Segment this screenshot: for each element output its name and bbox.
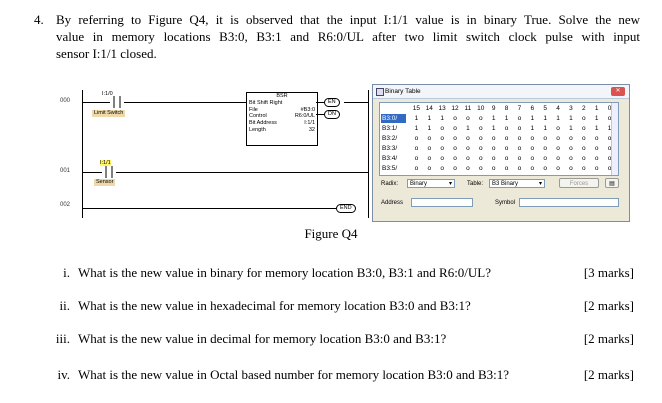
table-row[interactable] (380, 154, 610, 163)
address-label: Address (381, 200, 404, 206)
bit-cell[interactable]: o (504, 135, 509, 142)
bit-cell[interactable]: 1 (414, 125, 419, 132)
column-header: 9 (491, 105, 496, 112)
bit-cell[interactable]: o (517, 165, 522, 172)
bit-cell[interactable]: 1 (414, 115, 419, 122)
column-header: 13 (438, 105, 446, 112)
bit-cell[interactable]: o (530, 145, 535, 152)
bit-cell[interactable]: o (569, 145, 573, 152)
bsr-length-label: Length (249, 126, 266, 133)
column-header: 0 (607, 105, 612, 112)
bit-cell[interactable]: o (530, 165, 535, 172)
row-address: B3:2/ (382, 135, 398, 142)
bit-cell[interactable]: o (478, 165, 483, 172)
rung-wire (124, 102, 246, 103)
bit-cell[interactable]: o (491, 165, 496, 172)
question-line: sensor I:1/1 closed. (56, 46, 157, 61)
radix-value: Binary (410, 181, 428, 187)
xic-contact-icon (102, 166, 116, 178)
bsr-length-value: 32 (308, 126, 315, 133)
sub-question-marks: [2 marks] (583, 331, 634, 346)
bit-cell[interactable]: o (581, 155, 586, 162)
sub-question-number: iv. (57, 367, 70, 382)
dn-output: DN (324, 110, 340, 119)
bsr-control-value: R6:0/UL (294, 113, 315, 120)
bit-cell[interactable]: 1 (530, 115, 535, 122)
bsr-control-label: Control (249, 113, 267, 120)
table-row[interactable] (380, 134, 610, 143)
bit-cell[interactable]: 1 (543, 115, 547, 122)
bit-cell[interactable]: o (453, 125, 457, 132)
bit-cell[interactable]: o (491, 145, 496, 152)
scrollbar[interactable] (611, 103, 618, 175)
table-row[interactable] (380, 164, 610, 173)
bit-cell[interactable]: o (517, 135, 522, 142)
bit-cell[interactable]: o (556, 125, 560, 132)
row-address: B3:5/ (382, 165, 398, 172)
rung-wire (316, 114, 324, 115)
bit-cell[interactable]: o (607, 145, 612, 152)
bit-cell[interactable]: o (491, 155, 496, 162)
column-header: 8 (504, 105, 509, 112)
bit-cell[interactable]: o (569, 155, 573, 162)
radix-label: Radix: (381, 181, 399, 187)
rung-wire (344, 102, 368, 103)
bit-cell[interactable]: o (427, 155, 432, 162)
column-header: 10 (477, 105, 485, 112)
sub-question-marks: [2 marks] (583, 367, 634, 382)
rung-wire (316, 102, 324, 103)
sub-question-text: What is the new value in Octal based number for memory location B3:0 and B3:1? (78, 367, 510, 382)
contact-label: Limit Switch (94, 110, 124, 116)
sub-question-marks: [3 marks] (583, 265, 634, 280)
table-select[interactable] (489, 179, 545, 188)
bit-cell[interactable]: o (530, 155, 535, 162)
bit-cell[interactable]: o (607, 115, 612, 122)
bit-cell[interactable]: 1 (427, 125, 432, 132)
column-header: 6 (530, 105, 535, 112)
bit-cell[interactable]: o (581, 165, 586, 172)
bsr-subtitle: Bit Shift Right (249, 99, 283, 106)
rung-number: 000 (60, 98, 71, 104)
bit-cell[interactable]: o (530, 135, 535, 142)
bit-cell[interactable]: 1 (594, 125, 599, 132)
bit-cell[interactable]: o (414, 165, 419, 172)
table-row[interactable] (380, 144, 610, 153)
sub-question-text: What is the new value in decimal for memory location B3:0 and B3:1? (78, 331, 447, 346)
radix-select[interactable] (407, 179, 455, 188)
bit-cell[interactable]: 1 (491, 125, 496, 132)
bit-cell[interactable]: o (607, 135, 612, 142)
column-header-row (380, 104, 610, 113)
bit-cell[interactable]: o (543, 155, 547, 162)
bit-cell[interactable]: 1 (504, 115, 509, 122)
bit-cell[interactable]: o (440, 125, 444, 132)
bit-cell[interactable]: o (478, 155, 483, 162)
bit-cell[interactable]: o (414, 155, 419, 162)
bit-cell[interactable]: o (517, 145, 522, 152)
bit-cell[interactable]: o (427, 145, 432, 152)
bit-cell[interactable]: o (581, 135, 586, 142)
bsr-file-label: File (249, 106, 258, 113)
column-header: 1 (594, 105, 599, 112)
rung-wire (82, 172, 368, 173)
contact-address: I:1/1 (100, 160, 111, 166)
bit-cell[interactable]: o (556, 135, 560, 142)
print-button[interactable] (605, 178, 619, 188)
bit-cell[interactable]: o (427, 165, 432, 172)
rung-wire (82, 208, 336, 209)
sub-question-number: ii. (59, 298, 70, 313)
bsr-file-value: #B3:0 (300, 106, 315, 113)
row-address: B3:0/ (381, 114, 406, 123)
rung-wire (82, 102, 110, 103)
question-line: value in memory locations B3:0, B3:1 and R6:0/UL after two limit switch clock pulse with input (56, 29, 640, 44)
question-line: By referring to Figure Q4, it is observed that the input I:1/1 value is in binary True. Solve the new (56, 12, 640, 27)
question-number: 4. (34, 12, 44, 27)
table-label: Table: (467, 181, 484, 187)
bit-cell[interactable]: o (581, 125, 586, 132)
bsr-bitaddr-label: Bit Address (249, 120, 277, 127)
bit-cell[interactable]: o (556, 165, 560, 172)
bit-cell[interactable]: o (504, 165, 509, 172)
bit-cell[interactable]: 1 (594, 115, 599, 122)
bit-cell[interactable]: o (491, 135, 496, 142)
binary-table-window[interactable] (372, 84, 630, 222)
row-address: B3:4/ (382, 155, 398, 162)
en-output: EN (324, 98, 340, 107)
contact-address: I:1/0 (102, 91, 113, 97)
bit-cell[interactable]: o (594, 155, 599, 162)
binary-grid[interactable] (379, 102, 619, 176)
bit-cell[interactable]: o (414, 135, 419, 142)
bit-cell[interactable]: o (607, 155, 612, 162)
bit-cell[interactable]: o (440, 145, 444, 152)
bsr-title: BSR (276, 93, 288, 99)
sub-question-number: i. (63, 265, 70, 280)
bit-cell[interactable]: 1 (466, 125, 470, 132)
bit-cell[interactable]: 1 (543, 125, 547, 132)
sub-question-number: iii. (55, 331, 70, 346)
row-address: B3:3/ (382, 145, 398, 152)
end-output: END (336, 204, 356, 213)
bit-cell[interactable]: o (440, 165, 444, 172)
address-input[interactable] (411, 198, 473, 207)
column-header: 11 (464, 105, 472, 112)
symbol-label: Symbol (495, 200, 516, 206)
column-header: 14 (425, 105, 433, 112)
bit-cell[interactable]: o (466, 145, 470, 152)
bit-cell[interactable]: 1 (530, 125, 535, 132)
bit-cell[interactable]: o (543, 135, 547, 142)
column-header: 4 (556, 105, 560, 112)
bit-cell[interactable]: o (478, 135, 483, 142)
bit-cell[interactable]: o (453, 155, 457, 162)
bit-cell[interactable]: 1 (607, 125, 612, 132)
bit-cell[interactable]: o (466, 155, 470, 162)
rung-number: 002 (60, 202, 71, 208)
ladder-diagram (56, 84, 372, 224)
printer-icon: ▤ (609, 181, 615, 187)
question-text (56, 11, 640, 62)
chevron-down-icon: ▾ (538, 181, 542, 187)
bsr-bitaddr-value: I:1/1 (304, 120, 315, 127)
bit-cell[interactable]: o (427, 135, 432, 142)
figure-caption: Figure Q4 (304, 226, 358, 241)
bit-cell[interactable]: o (440, 135, 444, 142)
table-value: B3 Binary (492, 181, 519, 187)
bsr-instruction-block (246, 92, 318, 146)
symbol-input[interactable] (519, 198, 619, 207)
contact-label: Sensor (96, 179, 114, 185)
bit-cell[interactable]: o (504, 145, 509, 152)
close-button[interactable]: ✕ (611, 87, 625, 96)
bit-cell[interactable]: o (466, 135, 470, 142)
bit-cell[interactable]: o (543, 145, 547, 152)
bit-cell[interactable]: o (440, 155, 444, 162)
bit-cell[interactable]: o (517, 115, 522, 122)
column-header: 5 (543, 105, 547, 112)
bit-cell[interactable]: o (466, 165, 470, 172)
bit-cell[interactable]: o (569, 165, 573, 172)
sub-question-text: What is the new value in binary for memory location B3:0, B3:1 and R6:0/UL? (78, 265, 492, 280)
bit-cell[interactable]: o (556, 155, 560, 162)
window-icon (376, 88, 384, 96)
bit-cell[interactable]: o (581, 115, 586, 122)
sub-question-marks: [2 marks] (583, 298, 634, 313)
bit-cell[interactable]: 1 (569, 125, 573, 132)
xic-contact-icon (110, 96, 124, 108)
bit-cell[interactable]: o (556, 145, 560, 152)
column-header: 2 (581, 105, 586, 112)
bit-cell[interactable]: o (414, 145, 419, 152)
bit-cell[interactable]: o (594, 165, 599, 172)
bit-cell[interactable]: o (453, 165, 457, 172)
bit-cell[interactable]: o (517, 155, 522, 162)
bit-cell[interactable]: o (504, 155, 509, 162)
column-header: 7 (517, 105, 522, 112)
bit-cell[interactable]: o (478, 125, 483, 132)
left-power-rail (82, 90, 83, 218)
bit-cell[interactable]: o (517, 125, 522, 132)
bit-cell[interactable]: o (478, 115, 483, 122)
bit-cell[interactable]: 1 (427, 115, 432, 122)
rung-number: 001 (60, 168, 71, 174)
column-header: 3 (569, 105, 573, 112)
chevron-down-icon: ▾ (448, 181, 452, 187)
bit-cell[interactable]: o (594, 145, 599, 152)
bit-cell[interactable]: 1 (491, 115, 496, 122)
bit-cell[interactable]: 1 (440, 115, 444, 122)
bit-cell[interactable]: o (453, 115, 457, 122)
sub-question-text: What is the new value in hexadecimal for memory location B3:0 and B3:1? (78, 298, 471, 313)
row-address: B3:1/ (382, 125, 398, 132)
bit-cell[interactable]: o (453, 145, 457, 152)
window-title: Binary Table (385, 88, 421, 95)
window-titlebar[interactable] (373, 85, 629, 99)
forces-button[interactable]: Forces (559, 178, 599, 188)
bit-cell[interactable]: 1 (556, 115, 560, 122)
bit-cell[interactable]: o (569, 135, 573, 142)
bit-cell[interactable]: o (607, 165, 612, 172)
bit-cell[interactable]: o (478, 145, 483, 152)
bit-cell[interactable]: o (504, 125, 509, 132)
table-row[interactable] (380, 114, 610, 123)
bit-cell[interactable]: o (453, 135, 457, 142)
bit-cell[interactable]: 1 (569, 115, 573, 122)
column-header: 12 (451, 105, 459, 112)
bit-cell[interactable]: o (594, 135, 599, 142)
bit-cell[interactable]: o (581, 145, 586, 152)
column-header: 15 (412, 105, 421, 112)
right-power-rail (368, 90, 369, 218)
bit-cell[interactable]: o (543, 165, 547, 172)
table-row[interactable] (380, 124, 610, 133)
bit-cell[interactable]: o (466, 115, 470, 122)
